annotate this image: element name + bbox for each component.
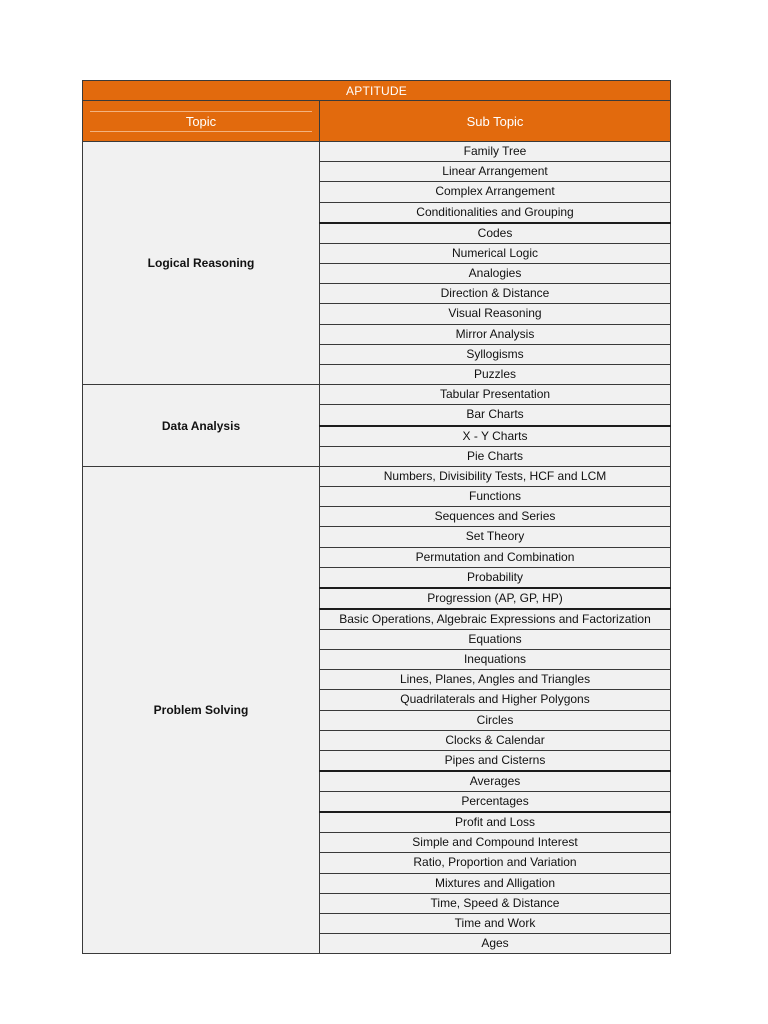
subtopic-header: Sub Topic xyxy=(320,101,671,142)
subtopic-cell: Analogies xyxy=(320,264,671,284)
subtopic-cell: Probability xyxy=(320,567,671,588)
subtopic-cell: Pie Charts xyxy=(320,446,671,466)
subtopic-cell: Simple and Compound Interest xyxy=(320,833,671,853)
subtopic-cell: Visual Reasoning xyxy=(320,304,671,324)
subtopic-cell: Quadrilaterals and Higher Polygons xyxy=(320,690,671,710)
topic-header-label: Topic xyxy=(90,111,312,132)
subtopic-cell: Ratio, Proportion and Variation xyxy=(320,853,671,873)
subtopic-cell: Time and Work xyxy=(320,913,671,933)
table-row xyxy=(83,467,671,487)
subtopic-cell: Basic Operations, Algebraic Expressions and Factorization xyxy=(320,609,671,630)
title-row xyxy=(83,81,671,101)
subtopic-cell: Numerical Logic xyxy=(320,243,671,263)
subtopic-cell: Profit and Loss xyxy=(320,812,671,833)
subtopic-cell: Numbers, Divisibility Tests, HCF and LCM xyxy=(320,467,671,487)
subtopic-cell: Linear Arrangement xyxy=(320,162,671,182)
subtopic-cell: Bar Charts xyxy=(320,405,671,426)
subtopic-cell: Direction & Distance xyxy=(320,284,671,304)
subtopic-cell: Syllogisms xyxy=(320,344,671,364)
subtopic-cell: Functions xyxy=(320,487,671,507)
aptitude-sheet xyxy=(82,80,670,954)
header-row xyxy=(83,101,671,142)
subtopic-cell: Puzzles xyxy=(320,364,671,384)
table-body xyxy=(83,81,671,954)
topic-cell: Problem Solving xyxy=(83,467,320,954)
subtopic-cell: Mirror Analysis xyxy=(320,324,671,344)
subtopic-cell: Conditionalities and Grouping xyxy=(320,202,671,223)
subtopic-cell: Family Tree xyxy=(320,142,671,162)
topic-cell: Logical Reasoning xyxy=(83,142,320,385)
subtopic-cell: Averages xyxy=(320,771,671,792)
subtopic-cell: Ages xyxy=(320,933,671,953)
subtopic-cell: Complex Arrangement xyxy=(320,182,671,202)
topic-cell: Data Analysis xyxy=(83,385,320,467)
subtopic-cell: Mixtures and Alligation xyxy=(320,873,671,893)
subtopic-cell: Circles xyxy=(320,710,671,730)
subtopic-cell: Pipes and Cisterns xyxy=(320,750,671,771)
subtopic-cell: X - Y Charts xyxy=(320,426,671,447)
subtopic-cell: Equations xyxy=(320,630,671,650)
topic-header xyxy=(83,101,320,142)
subtopic-cell: Time, Speed & Distance xyxy=(320,893,671,913)
subtopic-cell: Lines, Planes, Angles and Triangles xyxy=(320,670,671,690)
subtopic-cell: Percentages xyxy=(320,792,671,813)
table-row xyxy=(83,385,671,405)
subtopic-cell: Clocks & Calendar xyxy=(320,730,671,750)
subtopic-cell: Sequences and Series xyxy=(320,507,671,527)
aptitude-table xyxy=(82,80,671,954)
table-title: APTITUDE xyxy=(83,81,671,101)
subtopic-cell: Inequations xyxy=(320,650,671,670)
table-row xyxy=(83,142,671,162)
subtopic-cell: Tabular Presentation xyxy=(320,385,671,405)
subtopic-cell: Progression (AP, GP, HP) xyxy=(320,588,671,609)
subtopic-cell: Codes xyxy=(320,223,671,244)
subtopic-cell: Permutation and Combination xyxy=(320,547,671,567)
subtopic-cell: Set Theory xyxy=(320,527,671,547)
